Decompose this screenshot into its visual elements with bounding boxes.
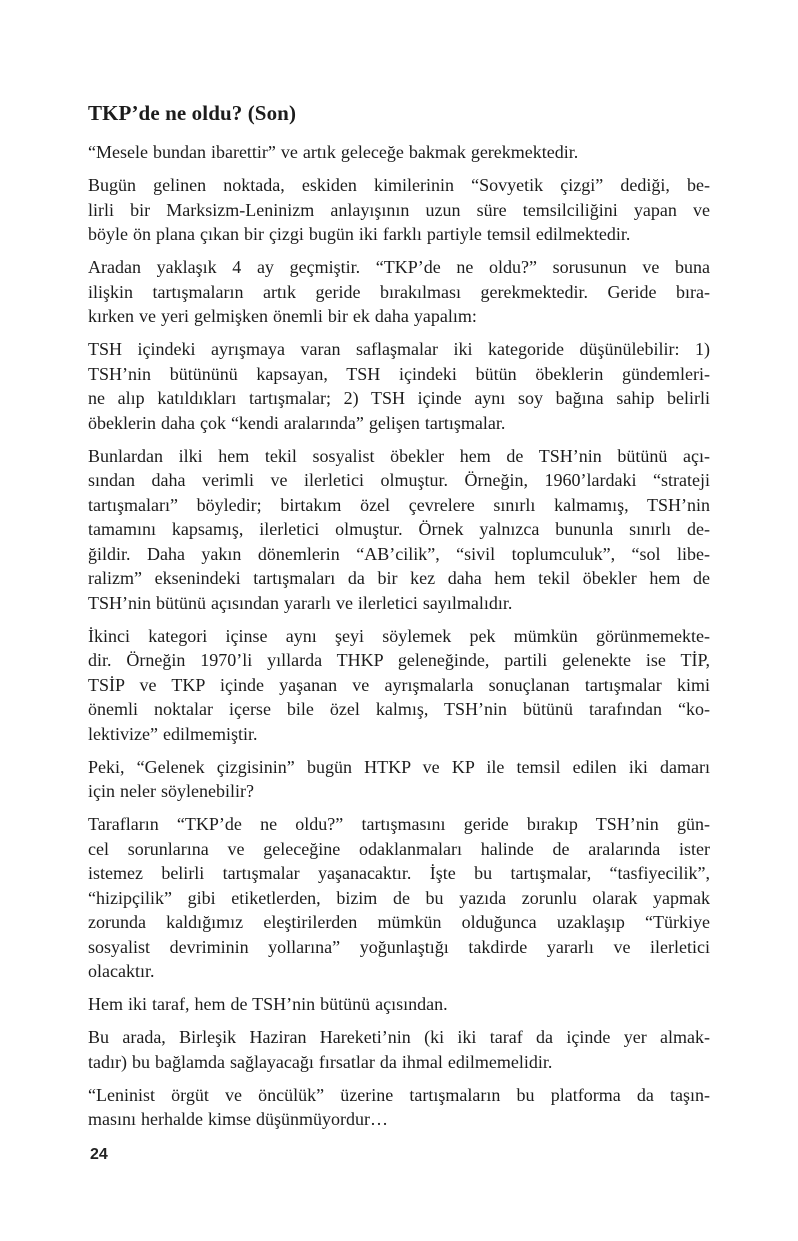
article-body: [88, 140, 710, 1132]
text-line: İkinci kategori içinse aynı şeyi söylemek pek mümkün görünmemekte-: [88, 625, 710, 646]
text-line: böyle ön plana çıkan bir çizgi bugün iki farklı partiyle temsil edilmektedir.: [88, 224, 631, 244]
text-line: tartışmaları” böyledir; birtakım özel çevrelere sınırlı kalmamış, TSH’nin: [88, 494, 710, 515]
text-line: “Leninist örgüt ve öncülük” üzerine tartışmaların bu platforma da taşın-: [88, 1084, 710, 1105]
text-line: lirli bir Marksizm-Leninizm anlayışının uzun süre temsilciliğini yapan ve: [88, 199, 710, 220]
text-line: Bunlardan ilki hem tekil sosyalist öbekler hem de TSH’nin bütünü açı-: [88, 445, 710, 466]
paragraph: [88, 173, 710, 247]
text-line: Peki, “Gelenek çizgisinin” bugün HTKP ve KP ile temsil edilen iki damarı: [88, 756, 710, 777]
text-line: istemez belirli tartışmalar yaşanacaktır. İşte bu tartışmalar, “tasfiyecilik”,: [88, 863, 710, 883]
text-line: sından daha verimli ve ilerletici olmuştur. Örneğin, 1960’lardaki “strateji: [88, 470, 710, 490]
text-line: Bu arada, Birleşik Haziran Hareketi’nin (ki iki taraf da içinde yer almak-: [88, 1027, 710, 1047]
text-line: olacaktır.: [88, 961, 155, 981]
text-line: masını herhalde kimse düşünmüyordur…: [88, 1109, 388, 1129]
paragraph: [88, 140, 710, 165]
paragraph: [88, 1083, 710, 1132]
page-number: 24: [90, 1146, 108, 1163]
paragraph: [88, 755, 710, 804]
paragraph: [88, 624, 710, 747]
text-line: Bugün gelinen noktada, eskiden kimilerinin “Sovyetik çizgi” dediği, be-: [88, 175, 710, 195]
text-line: sosyalist devriminin yollarına” yoğunlaştığı takdirde yararlı ve ilerletici: [88, 936, 710, 957]
text-line: ğildir. Daha yakın dönemlerin “AB’cilik”, “sivil toplumculuk”, “sol libe-: [88, 543, 710, 564]
text-line: TSH içindeki ayrışmaya varan saflaşmalar iki kategoride düşünülebilir: 1): [88, 339, 710, 359]
text-line: Tarafların “TKP’de ne oldu?” tartışmasını geride bırakıp TSH’nin gün-: [88, 814, 710, 834]
paragraph: [88, 444, 710, 616]
text-line: TSH’nin bütünü açısından yararlı ve ilerletici sayılmalıdır.: [88, 592, 513, 613]
text-line: önemli noktalar içerse bile özel kalmış, TSH’nin bütünü tarafından “ko-: [88, 699, 710, 719]
text-line: ne alıp katıldıkları tartışmalar; 2) TSH içinde aynı soy bağına sahip belirli: [88, 388, 710, 408]
paragraph: [88, 337, 710, 435]
paragraph: [88, 812, 710, 984]
text-line: öbeklerin daha çok “kendi aralarında” gelişen tartışmalar.: [88, 412, 506, 433]
text-line: Aradan yaklaşık 4 ay geçmiştir. “TKP’de ne oldu?” sorusunun ve buna: [88, 257, 710, 277]
text-line: ralizm” eksenindeki tartışmaları da bir kez daha hem tekil öbekler hem de: [88, 568, 710, 588]
text-line: cel sorunlarına ve geleceğine odaklanmaları halinde de aralarında ister: [88, 838, 710, 859]
text-line: “Mesele bundan ibarettir” ve artık geleceğe bakmak gerekmektedir.: [88, 142, 579, 162]
text-line: lektivize” edilmemiştir.: [88, 723, 258, 744]
text-line: TSH’nin bütününü kapsayan, TSH içindeki bütün öbeklerin gündemleri-: [88, 363, 710, 384]
text-line: kırken ve yeri gelmişken önemli bir ek daha yapalım:: [88, 306, 477, 326]
text-line: TSİP ve TKP içinde yaşanan ve ayrışmalarla sonuçlanan tartışmalar kimi: [88, 674, 710, 695]
text-line: Hem iki taraf, hem de TSH’nin bütünü açısından.: [88, 994, 448, 1014]
paragraph: [88, 992, 710, 1017]
text-line: “hizipçilik” gibi etiketlerden, bizim de bu yazıda zorunlu olarak yapmak: [88, 887, 710, 908]
text-line: tadır) bu bağlamda sağlayacağı fırsatlar da ihmal edilmemelidir.: [88, 1051, 553, 1072]
text-line: için neler söylenebilir?: [88, 781, 254, 801]
paragraph: [88, 255, 710, 329]
text-line: dir. Örneğin 1970’li yıllarda THKP geleneğinde, partili gelenekte ise TİP,: [88, 650, 710, 670]
page-title: TKP’de ne oldu? (Son): [88, 101, 297, 125]
paragraph: [88, 1025, 710, 1074]
text-line: zorunda kaldığımız eleştirilerden mümkün olduğunca uzaklaşıp “Türkiye: [88, 912, 710, 932]
text-line: tamamını kapsamış, ilerletici olmuştur. Örnek yalnızca bununla sınırlı de-: [88, 519, 710, 539]
text-line: ilişkin tartışmaların artık geride bırakılması gerekmektedir. Geride bıra-: [88, 281, 710, 302]
